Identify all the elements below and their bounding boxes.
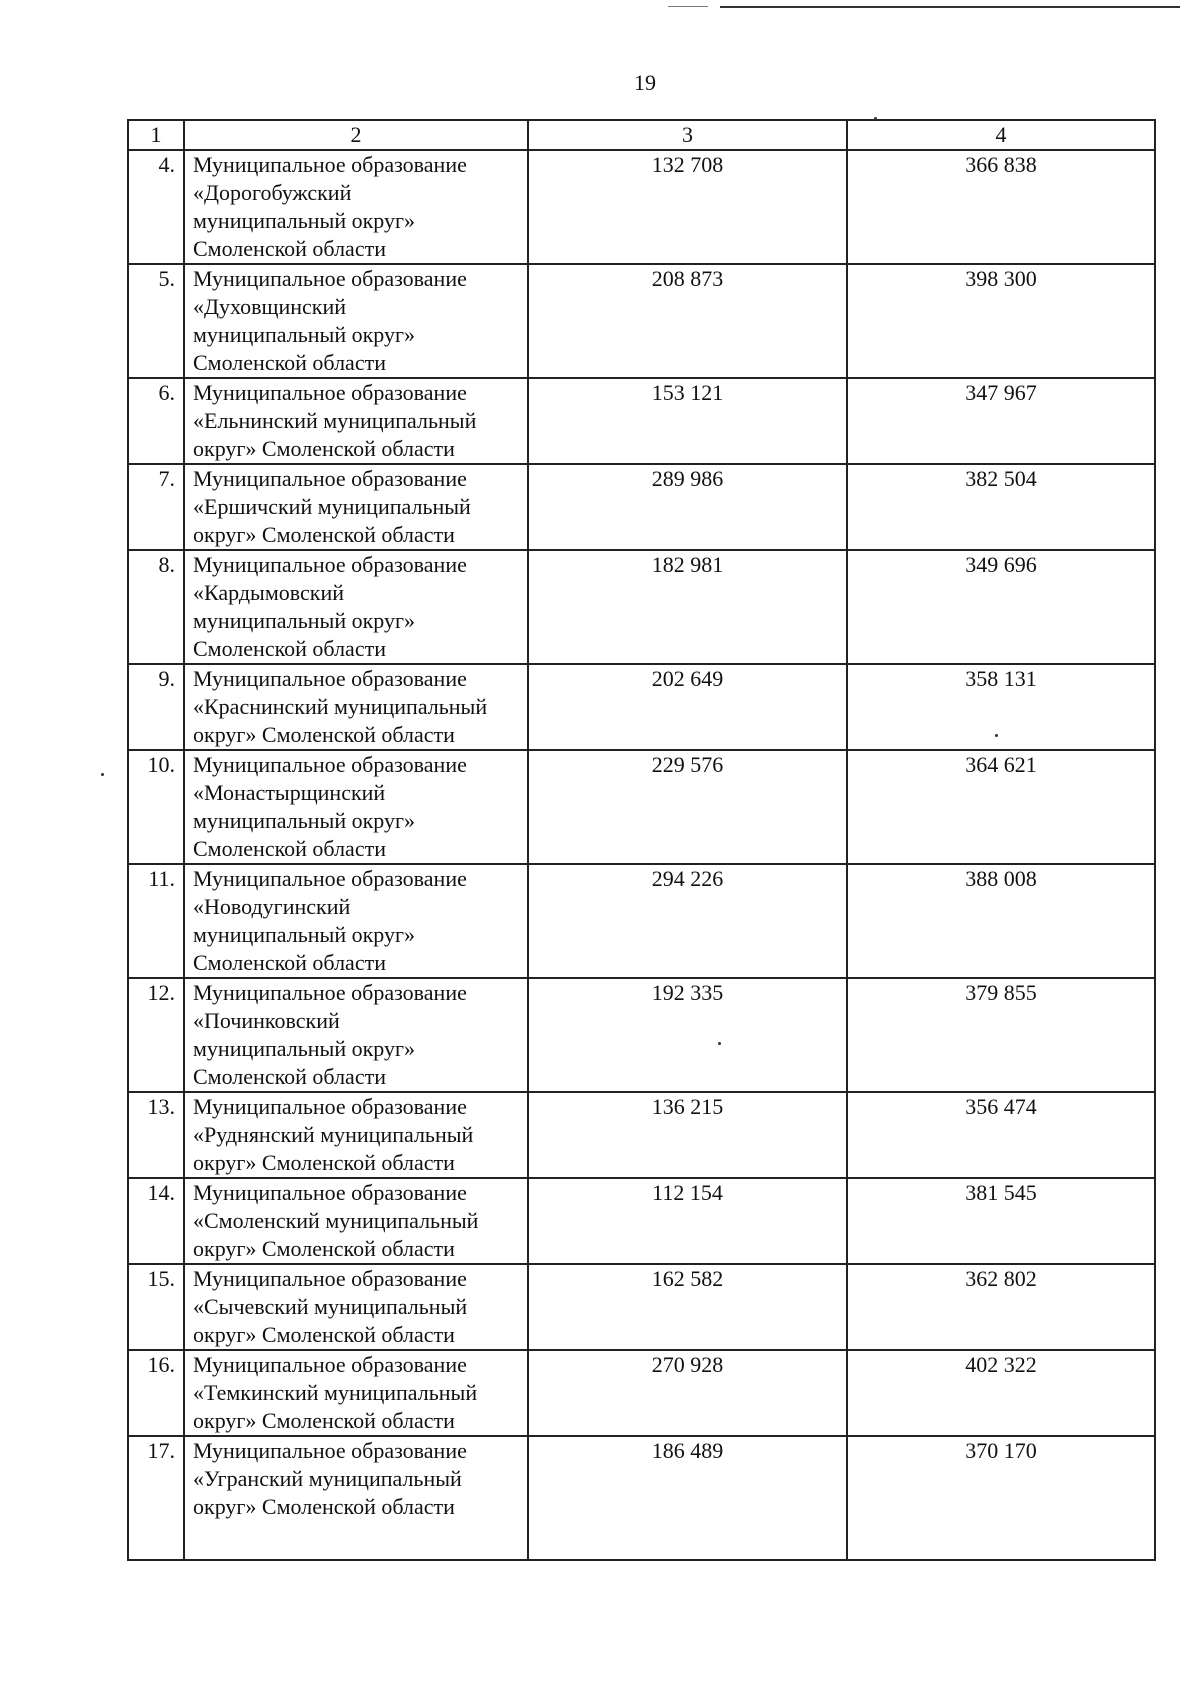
value-col-3: 132 708 (528, 150, 847, 264)
scan-speck (718, 1042, 721, 1045)
row-number: 7. (128, 464, 184, 550)
municipality-name: Муниципальное образование «Ельнинский муниципальный округ» Смоленской области (184, 378, 528, 464)
value-col-3: 208 873 (528, 264, 847, 378)
table-row (128, 1436, 1155, 1560)
row-number: 13. (128, 1092, 184, 1178)
table-row (128, 1264, 1155, 1350)
value-col-4: 382 504 (847, 464, 1155, 550)
value-col-4: 356 474 (847, 1092, 1155, 1178)
row-number: 8. (128, 550, 184, 664)
table-row (128, 464, 1155, 550)
municipality-name: Муниципальное образование «Краснинский муниципальный округ» Смоленской области (184, 664, 528, 750)
table-row (128, 864, 1155, 978)
row-number: 14. (128, 1178, 184, 1264)
municipality-name: Муниципальное образование «Кардымовский муниципальный округ» Смоленской области (184, 550, 528, 664)
column-header-3: 3 (528, 120, 847, 150)
row-number: 6. (128, 378, 184, 464)
table-row (128, 664, 1155, 750)
table-row (128, 750, 1155, 864)
value-col-4: 388 008 (847, 864, 1155, 978)
value-col-4: 366 838 (847, 150, 1155, 264)
value-col-4: 347 967 (847, 378, 1155, 464)
row-number: 11. (128, 864, 184, 978)
scan-speck (874, 117, 877, 120)
value-col-3: 136 215 (528, 1092, 847, 1178)
value-col-4: 381 545 (847, 1178, 1155, 1264)
row-number: 10. (128, 750, 184, 864)
row-number: 5. (128, 264, 184, 378)
scan-edge-line (720, 6, 1180, 8)
table-header-row (128, 120, 1155, 150)
page-number: 19 (634, 70, 656, 95)
value-col-3: 192 335 (528, 978, 847, 1092)
row-number: 9. (128, 664, 184, 750)
scan-speck (101, 773, 104, 776)
column-header-1: 1 (128, 120, 184, 150)
value-col-3: 229 576 (528, 750, 847, 864)
municipality-name: Муниципальное образование «Починковский муниципальный округ» Смоленской области (184, 978, 528, 1092)
value-col-4: 349 696 (847, 550, 1155, 664)
value-col-3: 112 154 (528, 1178, 847, 1264)
data-table (127, 119, 1156, 1561)
value-col-3: 153 121 (528, 378, 847, 464)
value-col-3: 289 986 (528, 464, 847, 550)
table-row (128, 1092, 1155, 1178)
row-number: 4. (128, 150, 184, 264)
municipality-name: Муниципальное образование «Сычевский муниципальный округ» Смоленской области (184, 1264, 528, 1350)
table-row (128, 150, 1155, 264)
table-row (128, 378, 1155, 464)
value-col-4: 398 300 (847, 264, 1155, 378)
column-header-4: 4 (847, 120, 1155, 150)
row-number: 16. (128, 1350, 184, 1436)
municipality-name: Муниципальное образование «Духовщинский муниципальный округ» Смоленской области (184, 264, 528, 378)
table-row (128, 978, 1155, 1092)
value-col-3: 186 489 (528, 1436, 847, 1560)
municipality-name: Муниципальное образование «Смоленский муниципальный округ» Смоленской области (184, 1178, 528, 1264)
municipality-name: Муниципальное образование «Угранский муниципальный округ» Смоленской области (184, 1436, 528, 1560)
value-col-4: 358 131 (847, 664, 1155, 750)
row-number: 15. (128, 1264, 184, 1350)
value-col-4: 379 855 (847, 978, 1155, 1092)
value-col-4: 402 322 (847, 1350, 1155, 1436)
municipality-name: Муниципальное образование «Темкинский муниципальный округ» Смоленской области (184, 1350, 528, 1436)
table-row (128, 550, 1155, 664)
column-header-2: 2 (184, 120, 528, 150)
table-row (128, 264, 1155, 378)
scan-speck (995, 734, 998, 737)
row-number: 12. (128, 978, 184, 1092)
municipality-name: Муниципальное образование «Ершичский муниципальный округ» Смоленской области (184, 464, 528, 550)
municipality-name: Муниципальное образование «Новодугинский муниципальный округ» Смоленской области (184, 864, 528, 978)
municipality-name: Муниципальное образование «Монастырщинский муниципальный округ» Смоленской области (184, 750, 528, 864)
value-col-3: 182 981 (528, 550, 847, 664)
value-col-4: 370 170 (847, 1436, 1155, 1560)
value-col-3: 202 649 (528, 664, 847, 750)
value-col-4: 364 621 (847, 750, 1155, 864)
table-body (128, 120, 1155, 1560)
municipality-name: Муниципальное образование «Руднянский муниципальный округ» Смоленской области (184, 1092, 528, 1178)
scan-edge-line-short (668, 6, 708, 7)
value-col-3: 162 582 (528, 1264, 847, 1350)
row-number: 17. (128, 1436, 184, 1560)
value-col-4: 362 802 (847, 1264, 1155, 1350)
value-col-3: 270 928 (528, 1350, 847, 1436)
value-col-3: 294 226 (528, 864, 847, 978)
table-row (128, 1178, 1155, 1264)
table-row (128, 1350, 1155, 1436)
municipality-name: Муниципальное образование «Дорогобужский муниципальный округ» Смоленской области (184, 150, 528, 264)
